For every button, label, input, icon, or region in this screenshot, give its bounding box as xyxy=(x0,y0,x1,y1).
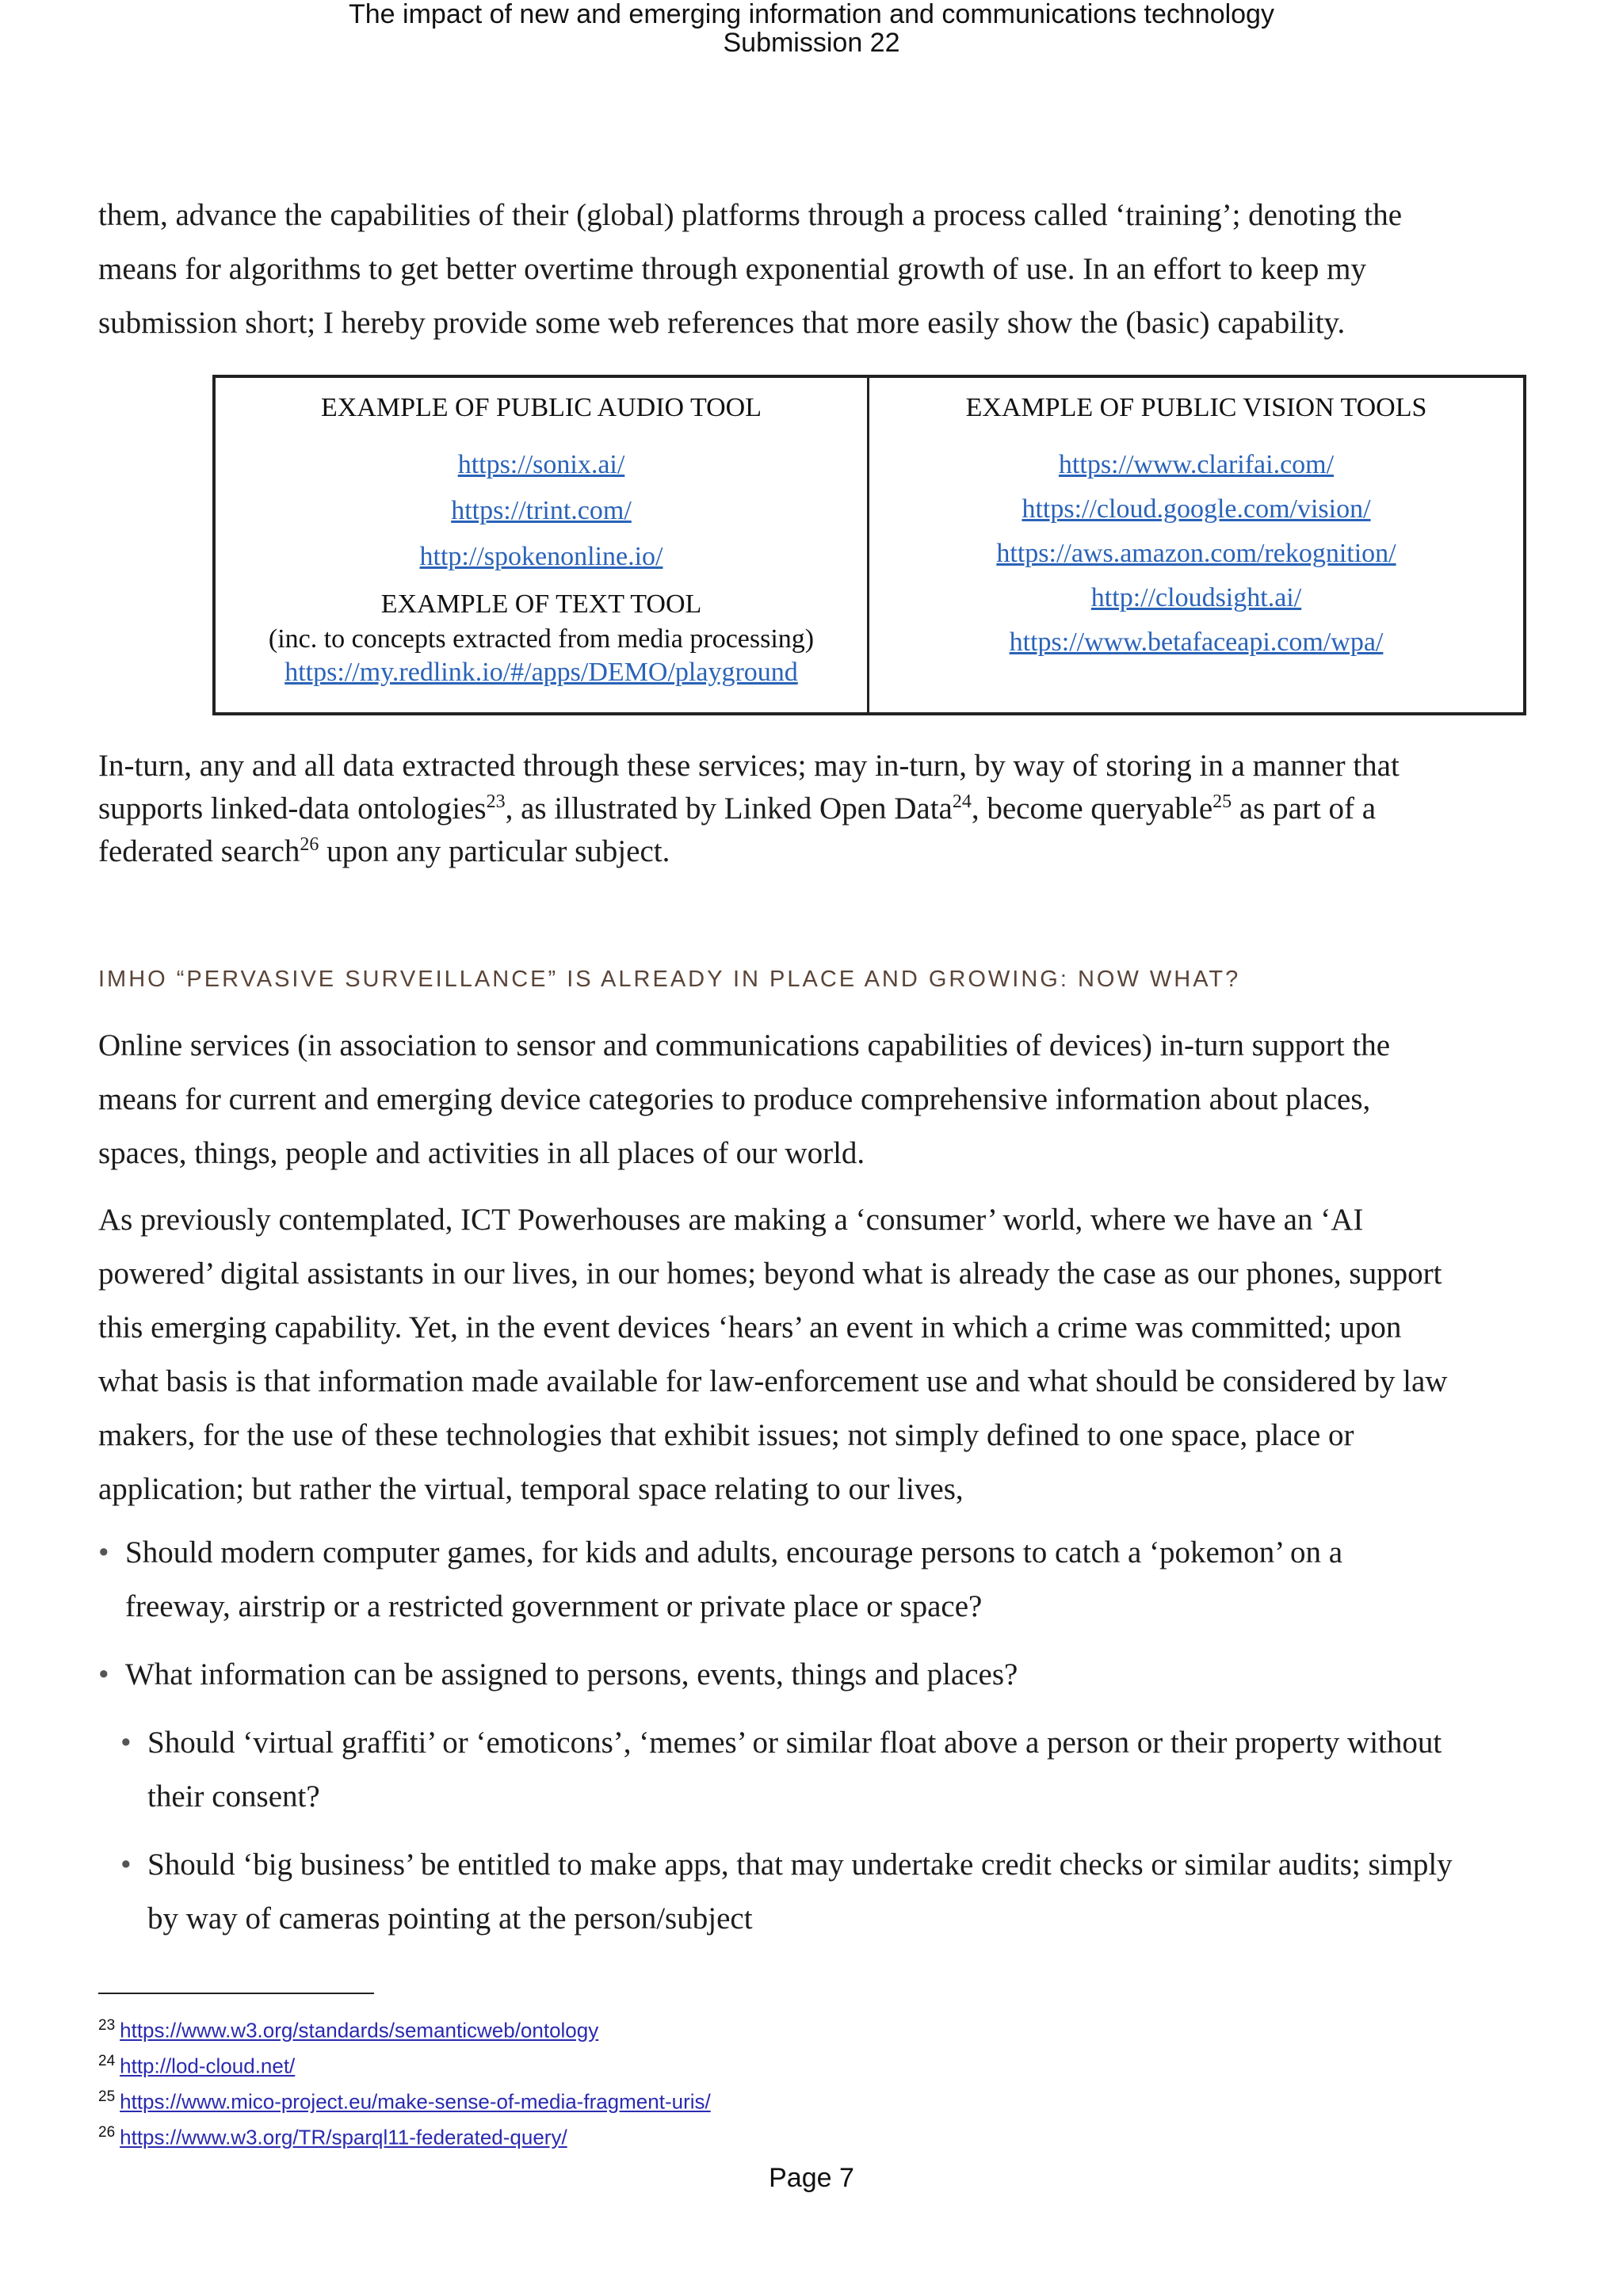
list-item xyxy=(98,1648,1528,1702)
footnote xyxy=(98,2121,567,2149)
text-line: this emerging capability. Yet, in the event devices ‘hears’ an event in which a crime was committed; upon xyxy=(98,1310,1402,1344)
text-tool-title: EXAMPLE OF TEXT TOOL xyxy=(380,589,702,619)
link-clarifai[interactable]: https://www.clarifai.com/ xyxy=(1058,450,1335,479)
footnote-ref-25[interactable]: 25 xyxy=(1212,791,1232,812)
text-line: them, advance the capabilities of their (global) platforms through a process called ‘training’; denoting the xyxy=(98,198,1403,232)
bullet-icon: • xyxy=(98,1535,109,1569)
page-header xyxy=(0,0,1623,57)
audio-tools-title: EXAMPLE OF PUBLIC AUDIO TOOL xyxy=(320,393,762,422)
text-line: means for algorithms to get better overtime through exponential growth of use. In an effort to keep my xyxy=(98,252,1367,286)
text-line: Online services (in association to sensor and communications capabilities of devices) in-turn support the xyxy=(98,1028,1391,1062)
link-spokenonline[interactable]: http://spokenonline.io/ xyxy=(419,542,663,571)
footnote-link[interactable]: https://www.w3.org/standards/semanticweb/ontology xyxy=(120,2018,599,2042)
bullet-icon: • xyxy=(98,1657,109,1691)
bullet-icon: • xyxy=(120,1848,132,1882)
footnote xyxy=(98,2014,598,2042)
footnote xyxy=(98,2050,295,2078)
footnote-number: 25 xyxy=(98,2088,116,2105)
list-item xyxy=(98,1526,1528,1634)
online-services-paragraph xyxy=(98,1019,1525,1180)
vision-tools-column xyxy=(869,378,1523,712)
footnote-link[interactable]: http://lod-cloud.net/ xyxy=(120,2054,296,2078)
link-cloudsight[interactable]: http://cloudsight.ai/ xyxy=(1090,583,1302,612)
text-line: Should ‘virtual graffiti’ or ‘emoticons’, ‘memes’ or similar float above a person or their property without xyxy=(147,1726,1442,1760)
text-line: Should modern computer games, for kids and adults, encourage persons to catch a ‘pokemon’ on a xyxy=(125,1535,1343,1569)
link-sonix[interactable]: https://sonix.ai/ xyxy=(457,450,625,479)
link-betaface[interactable]: https://www.betafaceapi.com/wpa/ xyxy=(1009,627,1384,657)
text-line: powered’ digital assistants in our lives, in our homes; beyond what is already the case as our phones, support xyxy=(98,1257,1442,1291)
bullet-icon: • xyxy=(120,1726,132,1760)
tools-table xyxy=(212,375,1526,715)
text-line: Should ‘big business’ be entitled to make apps, that may undertake credit checks or similar audits; simply xyxy=(147,1848,1453,1882)
intro-paragraph xyxy=(98,189,1525,350)
text-line: supports linked-data ontologies$^{23}$, as illustrated by Linked Open Data$^{24}$, become queryable$^{25}$ as part of a xyxy=(98,791,1377,826)
text-line: makers, for the use of these technologies that exhibit issues; not simply defined to one space, place or xyxy=(98,1418,1354,1452)
footnote-number: 26 xyxy=(98,2124,116,2141)
header-title: The impact of new and emerging information and communications technology xyxy=(349,0,1274,29)
linked-data-paragraph xyxy=(98,745,1525,873)
audio-tools-column xyxy=(216,378,869,712)
ict-powerhouses-paragraph xyxy=(98,1193,1525,1516)
text-line: their consent? xyxy=(147,1779,320,1814)
text-line: federated search$^{26}$ upon any particular subject. xyxy=(98,834,670,868)
list-item xyxy=(120,1838,1550,1946)
link-rekognition[interactable]: https://aws.amazon.com/rekognition/ xyxy=(996,539,1396,568)
footnote-ref-24[interactable]: 24 xyxy=(952,791,972,812)
link-google-vision[interactable]: https://cloud.google.com/vision/ xyxy=(1022,494,1371,524)
text-line: spaces, things, people and activities in all places of our world. xyxy=(98,1136,865,1170)
page-number: Page 7 xyxy=(769,2163,854,2193)
footnote-ref-26[interactable]: 26 xyxy=(300,834,319,855)
footnote-number: 23 xyxy=(98,2017,116,2034)
link-redlink[interactable]: https://my.redlink.io/#/apps/DEMO/playground xyxy=(285,658,798,687)
link-trint[interactable]: https://trint.com/ xyxy=(451,496,632,525)
footnote-divider xyxy=(98,1993,374,1994)
text-tool-description: (inc. to concepts extracted from media processing) xyxy=(268,624,815,654)
text-line: As previously contemplated, ICT Powerhouses are making a ‘consumer’ world, where we have an ‘AI xyxy=(98,1203,1364,1237)
header-submission: Submission 22 xyxy=(723,28,900,58)
section-heading: IMHO “PERVASIVE SURVEILLANCE” IS ALREADY IN PLACE AND GROWING: NOW WHAT? xyxy=(98,967,1241,992)
list-item xyxy=(120,1716,1550,1824)
text-line: In-turn, any and all data extracted through these services; may in-turn, by way of storing in a manner that xyxy=(98,749,1400,783)
footnote-link[interactable]: https://www.w3.org/TR/sparql11-federated-query/ xyxy=(120,2125,567,2149)
text-line: by way of cameras pointing at the person/subject xyxy=(147,1901,753,1936)
text-line: submission short; I hereby provide some web references that more easily show the (basic) capability. xyxy=(98,306,1346,340)
footnote-ref-23[interactable]: 23 xyxy=(486,791,506,812)
text-line: application; but rather the virtual, temporal space relating to our lives, xyxy=(98,1472,964,1506)
text-line: What information can be assigned to persons, events, things and places? xyxy=(125,1657,1018,1691)
text-line: what basis is that information made available for law-enforcement use and what should be considered by law xyxy=(98,1364,1448,1398)
vision-tools-title: EXAMPLE OF PUBLIC VISION TOOLS xyxy=(965,393,1427,422)
text-line: freeway, airstrip or a restricted government or private place or space? xyxy=(125,1589,983,1623)
footnote xyxy=(98,2085,711,2114)
footnote-link[interactable]: https://www.mico-project.eu/make-sense-of-media-fragment-uris/ xyxy=(120,2089,711,2114)
footnote-number: 24 xyxy=(98,2053,116,2069)
text-line: means for current and emerging device categories to produce comprehensive information about places, xyxy=(98,1082,1371,1116)
